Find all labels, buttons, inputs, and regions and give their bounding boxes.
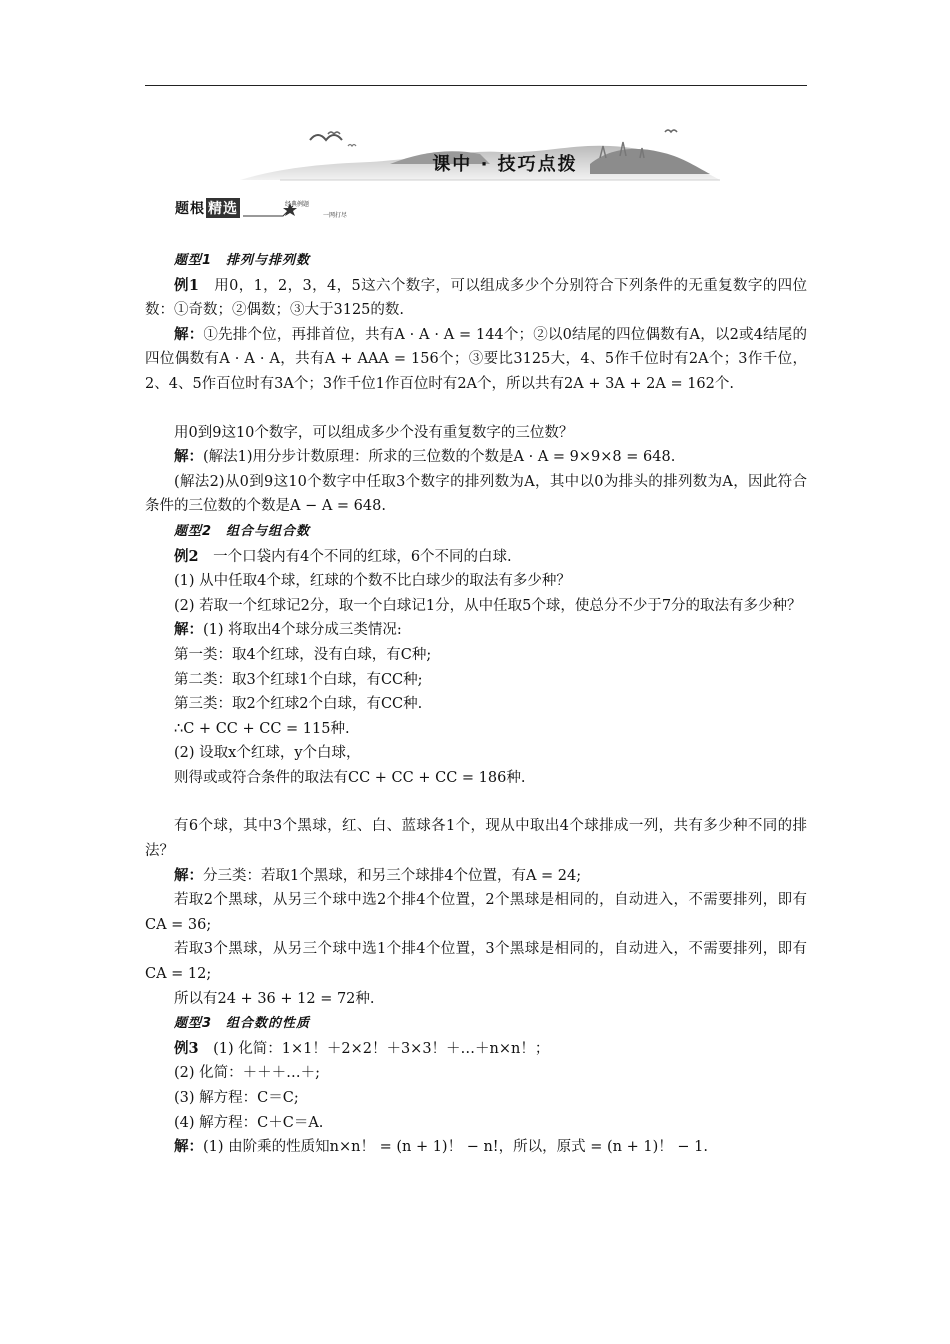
paragraph (145, 421, 807, 446)
paragraph-text: ①先排个位，再排首位，共有A · A · A = 144个；②以0结尾的四位偶数有A，以2或4结尾的四位偶数有A · A · A，共有A + AAA = 156个；③要比3125大，4、5作千位时有2A个；3作千位，2、4、5作百位时有3A个；3作千位1作百位时有2A个，所以共有2A + 3A + 2A = 162个. (145, 326, 807, 392)
tag-star-icon (243, 202, 323, 220)
heading-text: 题型3 组合数的性质 (174, 1016, 311, 1032)
paragraph (145, 274, 807, 323)
paragraph (145, 717, 807, 742)
paragraph-lead: 例2 (174, 547, 199, 565)
section-tag (175, 196, 375, 222)
paragraph (145, 545, 807, 570)
paragraph (145, 569, 807, 594)
tag-subtitle-2: 一网打尽 (323, 212, 348, 219)
paragraph-text: 若取3个黑球，从另三个球中选1个排4个位置，3个黑球是相同的，自动进入，不需要排列，即有CA = 12; (145, 941, 807, 983)
paragraph (145, 594, 807, 619)
paragraph (145, 323, 807, 397)
paragraph (145, 987, 807, 1012)
paragraph-text: (1) 由阶乘的性质知n×n！ = (n + 1)！ − n!，所以，原式 = (n + 1)！ − 1. (203, 1139, 708, 1156)
paragraph (145, 643, 807, 668)
paragraph-text: (1) 从中任取4个球，红球的个数不比白球少的取法有多少种？ (174, 573, 571, 590)
paragraph-text: (2) 设取x个红球，y个白球， (174, 745, 361, 762)
paragraph-text: 有6个球，其中3个黑球，红、白、蓝球各1个，现从中取出4个球排成一列，共有多少种不同的排法？ (145, 818, 807, 860)
paragraph-text: 一个口袋内有4个不同的红球，6个不同的白球. (198, 548, 512, 565)
paragraph (145, 470, 807, 519)
tag-label (175, 198, 240, 218)
paragraph-lead: 解： (174, 866, 203, 884)
heading-text: 题型2 组合与组合数 (174, 523, 311, 539)
paragraph-text: 分三类：若取1个黑球，和另三个球排4个位置，有A = 24; (203, 867, 582, 884)
paragraph-text: (解法2)从0到9这10个数字中任取3个数字的排列数为A，其中以0为排头的排列数为A，因此符合条件的三位数的个数是A − A = 648. (145, 473, 807, 515)
section-heading (145, 519, 807, 545)
paragraph-lead: 例1 (174, 276, 199, 294)
document-body (145, 248, 807, 1160)
paragraph (145, 1061, 807, 1086)
paragraph (145, 766, 807, 791)
paragraph-text: 第二类：取3个红球1个白球，有CC种; (174, 671, 423, 688)
paragraph-text: 则得或或符合条件的取法有CC + CC + CC = 186种. (174, 769, 526, 786)
paragraph-text: 若取2个黑球，从另三个球中选2个排4个位置，2个黑球是相同的，自动进入，不需要排列，即有CA = 36; (145, 892, 807, 933)
paragraph (145, 692, 807, 717)
paragraph (145, 888, 807, 937)
paragraph (145, 618, 807, 643)
paragraph (145, 814, 807, 863)
paragraph-text: (4) 解方程：C＋C＝A. (174, 1114, 324, 1131)
paragraph (145, 1037, 807, 1062)
paragraph-lead: 解： (174, 621, 203, 639)
top-rule (145, 85, 807, 86)
paragraph (145, 1086, 807, 1111)
paragraph-text: (1) 将取出4个球分成三类情况: (203, 622, 402, 639)
paragraph (145, 668, 807, 693)
section-heading (145, 1011, 807, 1037)
paragraph-text: (2) 若取一个红球记2分，取一个白球记1分，从中任取5个球，使总分不少于7分的取法有多少种？ (174, 597, 802, 614)
paragraph-lead: 解： (174, 1138, 203, 1156)
paragraph (145, 1135, 807, 1160)
paragraph-text: 第一类：取4个红球，没有白球，有C种; (174, 646, 432, 663)
paragraph (145, 741, 807, 766)
paragraph-lead: 解： (174, 325, 204, 343)
tag-label-a: 题根 (175, 201, 205, 217)
paragraph-text: ∴C + CC + CC = 115种. (174, 720, 350, 737)
paragraph-text: 用0到9这10个数字，可以组成多少个没有重复数字的三位数？ (174, 424, 574, 441)
heading-text: 题型1 排列与排列数 (174, 253, 311, 268)
banner-title: 课中 · 技巧点拨 (432, 154, 578, 175)
section-heading (145, 248, 807, 274)
paragraph-text: (1) 化简：1×1！＋2×2！＋3×3！＋…＋n×n！； (198, 1040, 550, 1057)
paragraph-text: (解法1)用分步计数原理：所求的三位数的个数是A · A = 9×9×8 = 648. (203, 449, 676, 466)
paragraph-text: 用0，1，2，3，4，5这六个数字，可以组成多少个分别符合下列条件的无重复数字的四位数：①奇数；②偶数；③大于3125的数. (145, 277, 807, 319)
paragraph (145, 445, 807, 470)
paragraph (145, 1111, 807, 1136)
paragraph-text: (3) 解方程：C＝C; (174, 1090, 299, 1106)
tag-label-b: 精选 (206, 198, 240, 218)
paragraph-text: (2) 化简：＋＋＋…＋; (174, 1065, 321, 1082)
paragraph-lead: 解： (174, 448, 203, 466)
paragraph-text: 第三类：取2个红球2个白球，有CC种. (174, 696, 423, 713)
tag-subtitle-1: 经典例题 (285, 201, 310, 208)
paragraph-lead: 例3 (174, 1039, 199, 1057)
section-banner (240, 118, 720, 190)
paragraph-text: 所以有24 + 36 + 12 = 72种. (174, 990, 375, 1007)
paragraph (145, 937, 807, 986)
paragraph (145, 864, 807, 889)
